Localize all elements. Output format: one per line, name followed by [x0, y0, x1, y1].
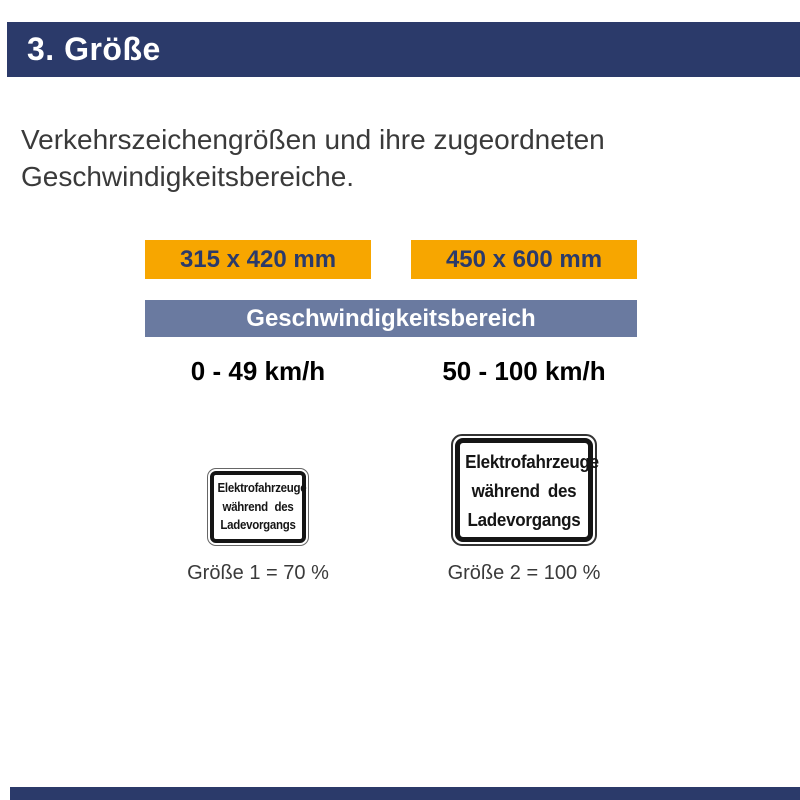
- sign-line-3: Ladevorgangs: [220, 518, 296, 533]
- traffic-sign-small: [207, 468, 309, 546]
- sign-line-1: Elektrofahrzeuge: [217, 481, 307, 496]
- footer-bar: [10, 787, 800, 800]
- traffic-sign-small-panel: [210, 471, 306, 543]
- intro-paragraph: Verkehrszeichengrößen und ihre zugeordneten Geschwindigkeitsbereiche.: [21, 124, 605, 192]
- speed-label-row: [145, 356, 637, 387]
- sign-cell-small: [145, 468, 371, 546]
- sign-line-2: während des: [471, 479, 577, 501]
- speed-label-high: 50 - 100 km/h: [442, 356, 606, 386]
- section-title: 3. Größe: [27, 31, 161, 67]
- speed-label-low: 0 - 49 km/h: [190, 356, 326, 386]
- size-bar-small: 315 x 420 mm: [145, 240, 371, 279]
- caption-size-2: Größe 2 = 100 %: [447, 562, 601, 584]
- sign-cell-large: [411, 434, 637, 546]
- sign-row: [145, 433, 637, 546]
- sign-line-3: Ladevorgangs: [467, 508, 581, 530]
- sign-line-1: Elektrofahrzeuge: [465, 450, 599, 472]
- section-header-bar: [7, 22, 800, 77]
- caption-size-1: Größe 1 = 70 %: [187, 562, 329, 584]
- traffic-sign-large-panel: [455, 438, 599, 542]
- size-speed-table: [145, 240, 637, 585]
- sign-line-2: während des: [222, 499, 294, 514]
- size-bar-large: 450 x 600 mm: [411, 240, 637, 279]
- speed-range-band: Geschwindigkeitsbereich: [145, 300, 637, 337]
- size-bar-row: [145, 240, 637, 279]
- caption-row: [145, 562, 637, 585]
- traffic-sign-large: [451, 434, 597, 546]
